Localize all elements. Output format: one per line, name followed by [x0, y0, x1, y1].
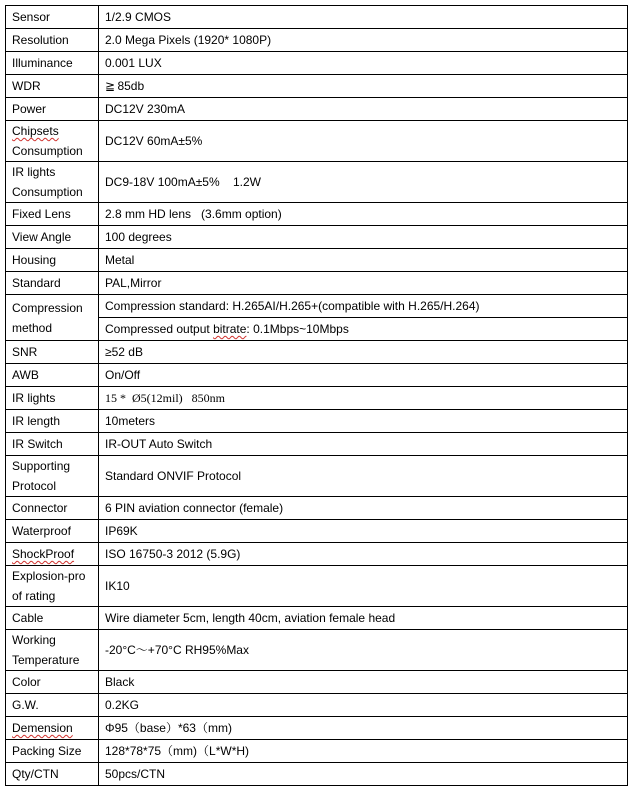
row-value: 100 degrees: [99, 226, 628, 249]
row-label: Qty/CTN: [6, 763, 99, 786]
row-label: [6, 295, 99, 341]
row-label: WDR: [6, 75, 99, 98]
table-row-housing: [6, 249, 628, 272]
row-label: Power: [6, 98, 99, 121]
table-row-ir-lights-consumption: [6, 162, 628, 203]
row-label: G.W.: [6, 694, 99, 717]
row-label-line1: IR lights: [12, 165, 56, 179]
row-label-line2: Consumption: [12, 144, 83, 158]
table-row-power: [6, 98, 628, 121]
row-value: Φ95（base）*63（mm): [99, 717, 628, 740]
row-value: PAL,Mirror: [99, 272, 628, 295]
row-value: 1/2.9 CMOS: [99, 6, 628, 29]
row-label: Standard: [6, 272, 99, 295]
row-label: View Angle: [6, 226, 99, 249]
row-value: Black: [99, 671, 628, 694]
table-row-compression-method: [6, 295, 628, 318]
table-row-chipsets-consumption: [6, 121, 628, 162]
spec-table: [5, 5, 628, 786]
row-label-line1: Compression: [12, 300, 83, 315]
table-row-snr: [6, 341, 628, 364]
row-label-text: ShockProof: [12, 547, 75, 561]
row-label: Cable: [6, 607, 99, 630]
row-label: Waterproof: [6, 520, 99, 543]
row-label-line1: Supporting: [12, 459, 71, 473]
table-row-explosion-proof-rating: [6, 566, 628, 607]
row-value: DC9-18V 100mA±5% 1.2W: [99, 162, 628, 203]
row-label-text: Demension: [12, 721, 73, 735]
row-value: Standard ONVIF Protocol: [99, 456, 628, 497]
row-label: [6, 162, 99, 203]
row-value: 128*78*75（mm)（L*W*H): [99, 740, 628, 763]
row-label-line1: Working: [12, 633, 56, 647]
value-prefix: Compressed output: [105, 322, 214, 336]
table-row-waterproof: [6, 520, 628, 543]
row-label: [6, 566, 99, 607]
row-value: IK10: [99, 566, 628, 607]
row-value: 0.001 LUX: [99, 52, 628, 75]
table-row-cable: [6, 607, 628, 630]
row-value: DC12V 230mA: [99, 98, 628, 121]
row-label: Packing Size: [6, 740, 99, 763]
row-label-line1: Chipsets: [12, 124, 59, 138]
table-row-compression-bitrate: [6, 318, 628, 341]
row-label: Housing: [6, 249, 99, 272]
row-value: DC12V 60mA±5%: [99, 121, 628, 162]
row-value: 50pcs/CTN: [99, 763, 628, 786]
table-row-fixed-lens: [6, 203, 628, 226]
row-value: -20°C～+70°C RH95%Max: [99, 630, 628, 671]
value-suffix: : 0.1Mbps~10Mbps: [246, 322, 349, 336]
table-row-shockproof: [6, 543, 628, 566]
row-value: 10meters: [99, 410, 628, 433]
row-value: ≥52 dB: [99, 341, 628, 364]
table-row-awb: [6, 364, 628, 387]
value-squiggle-word: bitrate: [213, 322, 247, 336]
row-label: IR Switch: [6, 433, 99, 456]
row-value-compressed-bitrate: [99, 318, 628, 341]
row-label-line2: Temperature: [12, 653, 80, 667]
table-row-standard: [6, 272, 628, 295]
table-row-connector: [6, 497, 628, 520]
row-value: 6 PIN aviation connector (female): [99, 497, 628, 520]
table-row-sensor: [6, 6, 628, 29]
row-value-compression-standard: Compression standard: H.265AI/H.265+(compatible with H.265/H.264): [99, 295, 628, 318]
row-value: 0.2KG: [99, 694, 628, 717]
row-value: On/Off: [99, 364, 628, 387]
table-row-illuminance: [6, 52, 628, 75]
row-label: Color: [6, 671, 99, 694]
row-label-line2: of rating: [12, 589, 56, 603]
row-label-line2: Consumption: [12, 185, 83, 199]
table-row-color: [6, 671, 628, 694]
row-label: [6, 630, 99, 671]
row-label: Resolution: [6, 29, 99, 52]
row-label: Connector: [6, 497, 99, 520]
row-label: Illuminance: [6, 52, 99, 75]
row-value: IP69K: [99, 520, 628, 543]
row-value: ISO 16750-3 2012 (5.9G): [99, 543, 628, 566]
table-row-dimension: [6, 717, 628, 740]
row-value: Wire diameter 5cm, length 40cm, aviation female head: [99, 607, 628, 630]
row-value: 2.8 mm HD lens (3.6mm option): [99, 203, 628, 226]
row-value: IR-OUT Auto Switch: [99, 433, 628, 456]
row-label: IR length: [6, 410, 99, 433]
row-label: IR lights: [6, 387, 99, 410]
row-label: Sensor: [6, 6, 99, 29]
table-row-resolution: [6, 29, 628, 52]
row-label: [6, 121, 99, 162]
table-row-wdr: [6, 75, 628, 98]
row-label: AWB: [6, 364, 99, 387]
table-row-working-temperature: [6, 630, 628, 671]
row-value: 15 * Ø5(12mil) 850nm: [99, 387, 628, 410]
table-row-supporting-protocol: [6, 456, 628, 497]
row-label: SNR: [6, 341, 99, 364]
row-label: [6, 543, 99, 566]
row-value: 2.0 Mega Pixels (1920* 1080P): [99, 29, 628, 52]
row-value: Metal: [99, 249, 628, 272]
table-row-ir-length: [6, 410, 628, 433]
table-row-qty-ctn: [6, 763, 628, 786]
table-row-gross-weight: [6, 694, 628, 717]
row-label-line2: Protocol: [12, 479, 57, 493]
table-row-ir-lights: [6, 387, 628, 410]
row-label-line1: Explosion-pro: [12, 569, 86, 583]
row-label-line2: method: [12, 320, 53, 335]
table-row-packing-size: [6, 740, 628, 763]
table-row-ir-switch: [6, 433, 628, 456]
row-label: Fixed Lens: [6, 203, 99, 226]
table-row-view-angle: [6, 226, 628, 249]
row-value: ≧ 85db: [99, 75, 628, 98]
row-label: [6, 456, 99, 497]
row-label: [6, 717, 99, 740]
